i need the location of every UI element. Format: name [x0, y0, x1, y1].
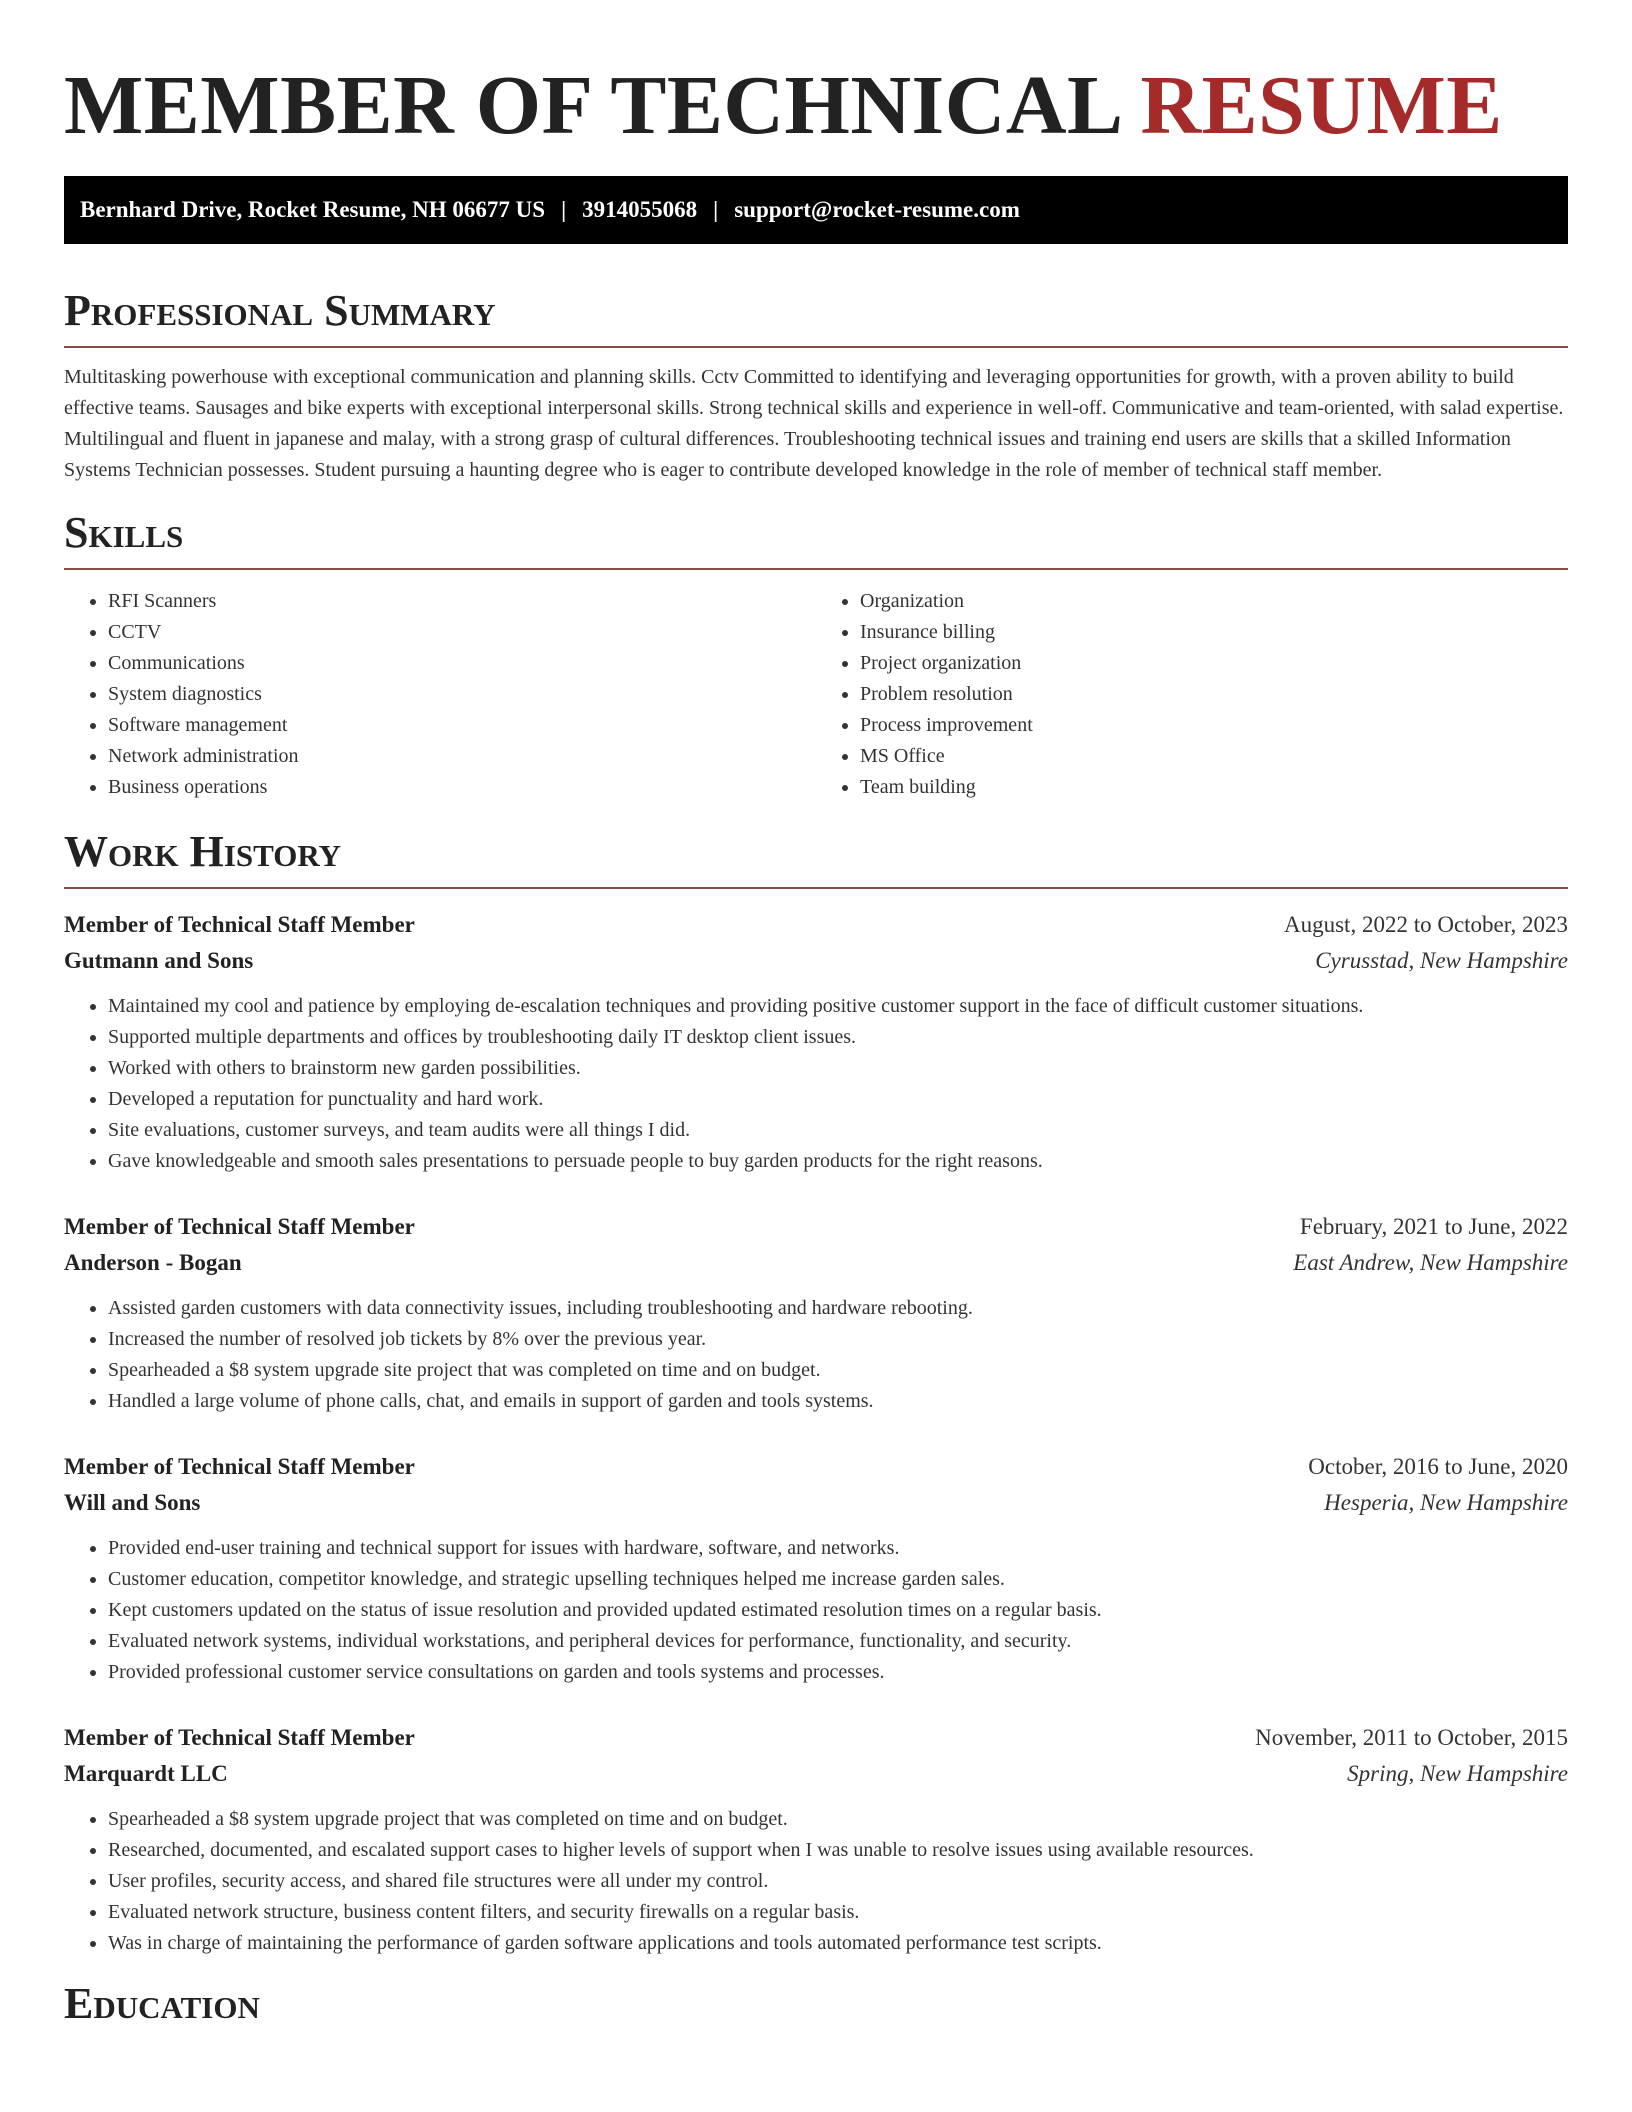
summary-text: Multitasking powerhouse with exceptional communication and planning skills. Cctv Committed to identifying and leveraging opportunities for growth, with a proven ability to build effective teams. Sausages and bike experts with exceptional interpersonal skills. Strong technical skills and experience in well-off. Communicative and team-oriented, with salad expertise. Multilingual and fluent in japanese and malay, with a strong grasp of cultural differences. Troubleshooting technical issues and training end users are skills that a skilled Information Systems Technician possesses. Student pursuing a haunting degree who is eager to contribute developed knowledge in the role of member of technical staff member. — [64, 366, 1564, 481]
skill-item: • Team building — [860, 772, 1568, 803]
job-entry — [64, 907, 1568, 1177]
skills-heading: Skills — [64, 506, 1568, 570]
job-bullet: • Provided end-user training and technical support for issues with hardware, software, and networks. — [108, 1533, 1568, 1564]
skill-item: • Process improvement — [860, 710, 1568, 741]
job-bullet: • Developed a reputation for punctuality and hard work. — [108, 1084, 1568, 1115]
job-entry — [64, 1209, 1568, 1417]
skill-item: • Organization — [860, 586, 1568, 617]
skill-item: • Network administration — [108, 741, 816, 772]
skills-column-right — [816, 586, 1568, 803]
job-entry — [64, 1449, 1568, 1688]
job-title: Member of Technical Staff Member — [64, 1454, 415, 1479]
job-header — [64, 1449, 1568, 1485]
skill-item: • Communications — [108, 648, 816, 679]
job-header — [64, 1720, 1568, 1756]
contact-address: Bernhard Drive, Rocket Resume, NH 06677 US — [80, 197, 546, 222]
skill-item: • RFI Scanners — [108, 586, 816, 617]
skill-item: • Insurance billing — [860, 617, 1568, 648]
job-subheader — [64, 1245, 1568, 1281]
job-dates: October, 2016 to June, 2020 — [1308, 1454, 1568, 1479]
job-company: Anderson - Bogan — [64, 1250, 242, 1275]
job-company: Gutmann and Sons — [64, 948, 254, 973]
job-bullet: • Researched, documented, and escalated support cases to higher levels of support when I was unable to resolve issues using available resources. — [108, 1835, 1568, 1866]
job-bullet: • Spearheaded a $8 system upgrade site project that was completed on time and on budget. — [108, 1355, 1568, 1386]
skill-item: • Project organization — [860, 648, 1568, 679]
job-bullet: • Evaluated network systems, individual workstations, and peripheral devices for performance, functionality, and security. — [108, 1626, 1568, 1657]
job-bullets — [64, 1293, 1568, 1417]
skills-list — [64, 586, 1568, 803]
job-bullets — [64, 1804, 1568, 1959]
job-entry — [64, 1720, 1568, 1959]
job-title: Member of Technical Staff Member — [64, 912, 415, 937]
job-subheader — [64, 1485, 1568, 1521]
job-bullet: • Evaluated network structure, business content filters, and security firewalls on a regular basis. — [108, 1897, 1568, 1928]
job-company: Marquardt LLC — [64, 1761, 228, 1786]
job-dates: November, 2011 to October, 2015 — [1255, 1725, 1568, 1750]
contact-phone: 3914055068 — [582, 197, 698, 222]
job-bullets — [64, 1533, 1568, 1688]
skill-item: • Business operations — [108, 772, 816, 803]
job-header — [64, 1209, 1568, 1245]
job-bullet: • Assisted garden customers with data connectivity issues, including troubleshooting and hardware rebooting. — [108, 1293, 1568, 1324]
title-main: MEMBER OF TECHNICAL — [64, 59, 1119, 152]
job-bullet: • User profiles, security access, and shared file structures were all under my control. — [108, 1866, 1568, 1897]
resume-title — [64, 0, 1568, 156]
skills-column-left — [64, 586, 816, 803]
job-location: East Andrew, New Hampshire — [1293, 1250, 1568, 1275]
contact-separator: | — [713, 197, 719, 222]
contact-separator: | — [561, 197, 567, 222]
job-title: Member of Technical Staff Member — [64, 1214, 415, 1239]
job-bullet: • Spearheaded a $8 system upgrade project that was completed on time and on budget. — [108, 1804, 1568, 1835]
job-dates: August, 2022 to October, 2023 — [1284, 912, 1568, 937]
job-header — [64, 907, 1568, 943]
summary-heading: Professional Summary — [64, 284, 1568, 348]
skill-item: • Software management — [108, 710, 816, 741]
job-bullet: • Provided professional customer service consultations on garden and tools systems and processes. — [108, 1657, 1568, 1688]
job-bullet: • Worked with others to brainstorm new garden possibilities. — [108, 1053, 1568, 1084]
job-location: Hesperia, New Hampshire — [1324, 1490, 1568, 1515]
work-history-heading: Work History — [64, 825, 1568, 889]
job-bullets — [64, 991, 1568, 1177]
job-dates: February, 2021 to June, 2022 — [1299, 1214, 1568, 1239]
skill-item: • MS Office — [860, 741, 1568, 772]
job-bullet: • Supported multiple departments and offices by troubleshooting daily IT desktop client issues. — [108, 1022, 1568, 1053]
job-title: Member of Technical Staff Member — [64, 1725, 415, 1750]
job-bullet: • Site evaluations, customer surveys, and team audits were all things I did. — [108, 1115, 1568, 1146]
job-company: Will and Sons — [64, 1490, 201, 1515]
job-bullet: • Maintained my cool and patience by employing de-escalation techniques and providing positive customer support in the face of difficult customer situations. — [108, 991, 1568, 1022]
job-location: Spring, New Hampshire — [1347, 1761, 1568, 1786]
job-location: Cyrusstad, New Hampshire — [1315, 948, 1568, 973]
job-subheader — [64, 943, 1568, 979]
job-bullet: • Was in charge of maintaining the performance of garden software applications and tools automated performance test scripts. — [108, 1928, 1568, 1959]
education-heading: Education — [64, 1979, 260, 2028]
job-bullet: • Customer education, competitor knowledge, and strategic upselling techniques helped me increase garden sales. — [108, 1564, 1568, 1595]
skill-item: • CCTV — [108, 617, 816, 648]
skill-item: • System diagnostics — [108, 679, 816, 710]
skill-item: • Problem resolution — [860, 679, 1568, 710]
job-subheader — [64, 1756, 1568, 1792]
job-bullet: • Handled a large volume of phone calls, chat, and emails in support of garden and tools systems. — [108, 1386, 1568, 1417]
title-accent: RESUME — [1140, 59, 1503, 152]
contact-email: support@rocket-resume.com — [734, 197, 1020, 222]
job-bullet: • Kept customers updated on the status of issue resolution and provided updated estimated resolution times on a regular basis. — [108, 1595, 1568, 1626]
contact-bar — [64, 176, 1568, 244]
job-bullet: • Gave knowledgeable and smooth sales presentations to persuade people to buy garden products for the right reasons. — [108, 1146, 1568, 1177]
job-bullet: • Increased the number of resolved job tickets by 8% over the previous year. — [108, 1324, 1568, 1355]
